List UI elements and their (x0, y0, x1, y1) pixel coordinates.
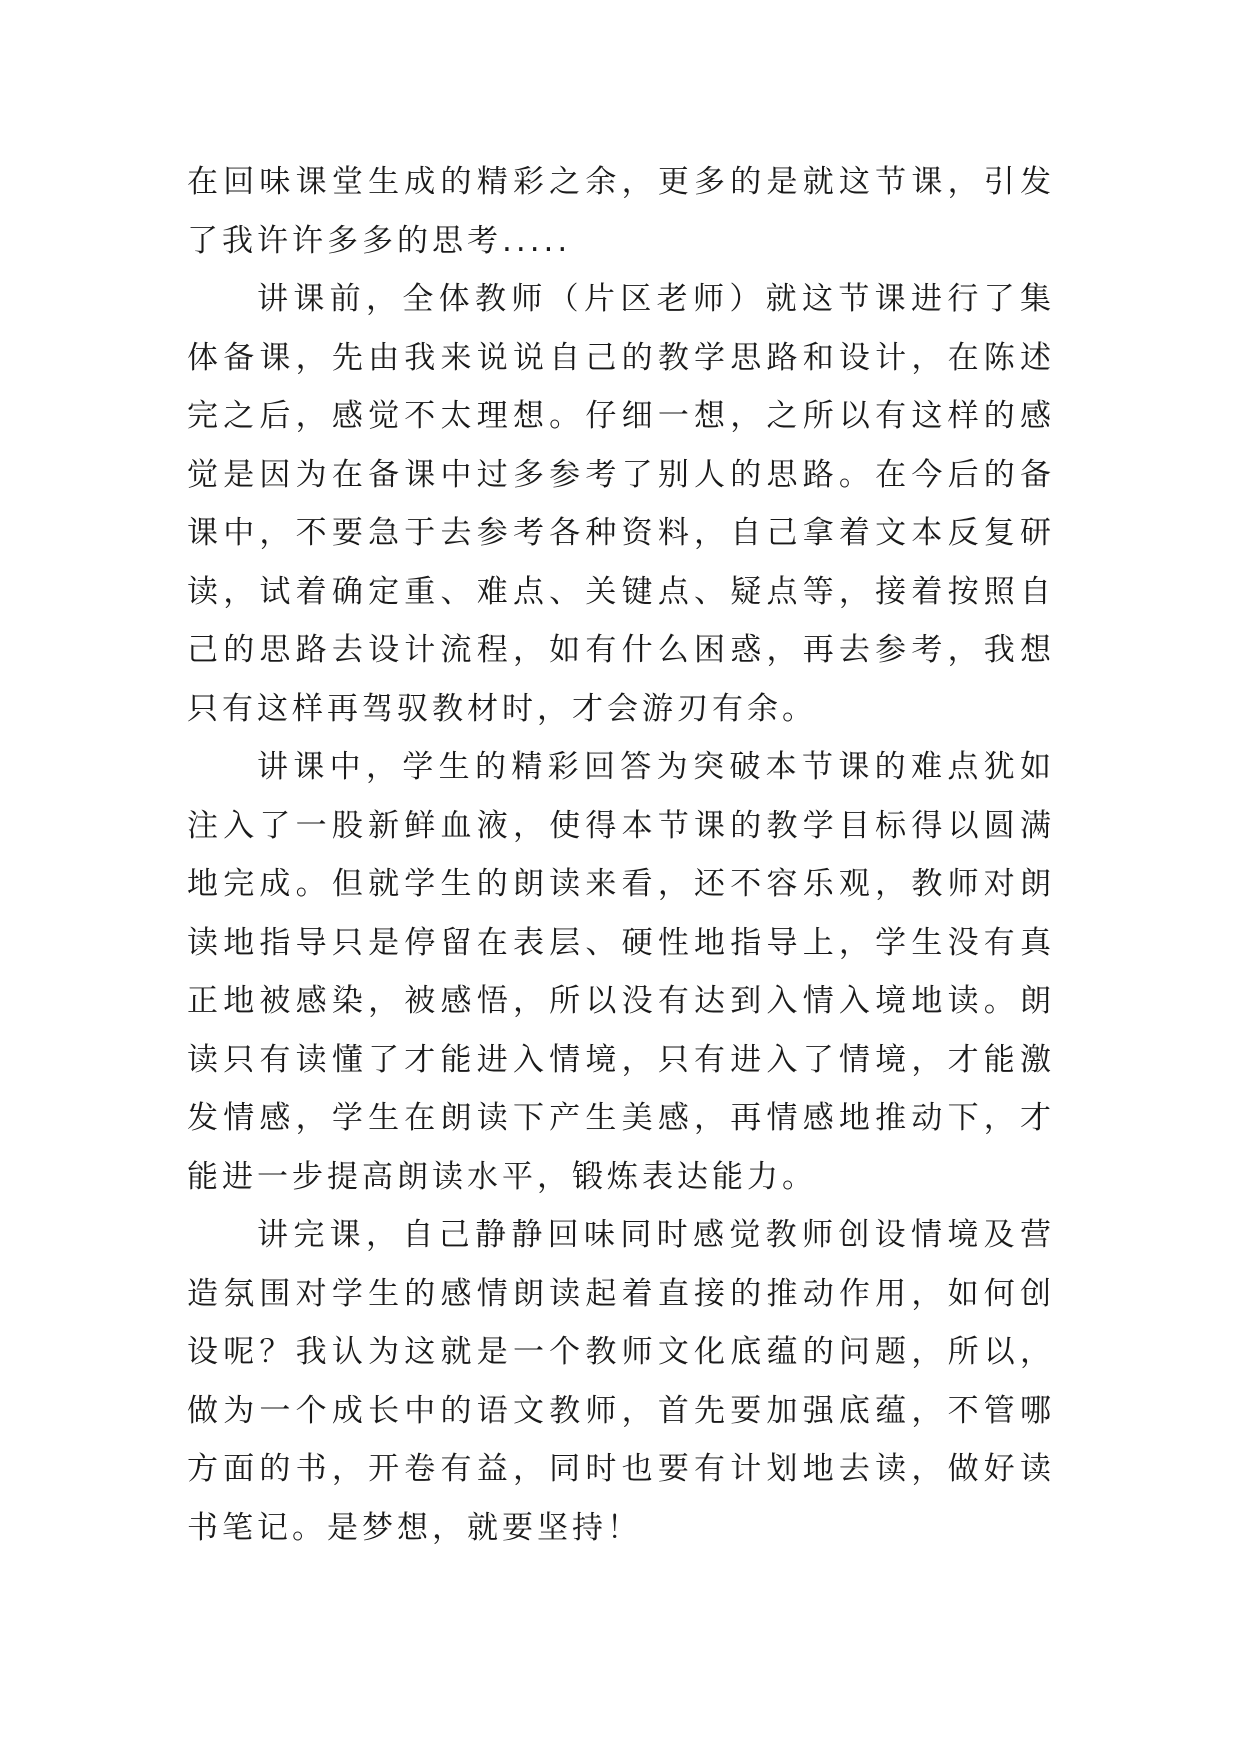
paragraph-during-class: 讲课中，学生的精彩回答为突破本节课的难点犹如注入了一股新鲜血液，使得本节课的教学目标得以圆满地完成。但就学生的朗读来看，还不容乐观，教师对朗读地指导只是停留在表层、硬性地指导上，学生没有真正地被感染，被感悟，所以没有达到入情入境地读。朗读只有读懂了才能进入情境，只有进入了情境，才能激发情感，学生在朗读下产生美感，再情感地推动下，才能进一步提高朗读水平，锻炼表达能力。 (187, 749, 1055, 1195)
paragraph-intro: 在回味课堂生成的精彩之余，更多的是就这节课，引发了我许许多多的思考..... (187, 164, 1055, 259)
paragraph-before-class: 讲课前，全体教师（片区老师）就这节课进行了集体备课，先由我来说说自己的教学思路和设计，在陈述完之后，感觉不太理想。仔细一想，之所以有这样的感觉是因为在备课中过多参考了别人的思路。在今后的备课中，不要急于去参考各种资料，自己拿着文本反复研读，试着确定重、难点、关键点、疑点等，接着按照自己的思路去设计流程，如有什么困惑，再去参考，我想只有这样再驾驭教材时，才会游刃有余。 (187, 281, 1055, 727)
document-body (187, 153, 1055, 1557)
paragraph-after-class: 讲完课，自己静静回味同时感觉教师创设情境及营造氛围对学生的感情朗读起着直接的推动作用，如何创设呢？我认为这就是一个教师文化底蕴的问题，所以，做为一个成长中的语文教师，首先要加强底蕴，不管哪方面的书，开卷有益，同时也要有计划地去读，做好读书笔记。是梦想，就要坚持！ (187, 1217, 1055, 1546)
